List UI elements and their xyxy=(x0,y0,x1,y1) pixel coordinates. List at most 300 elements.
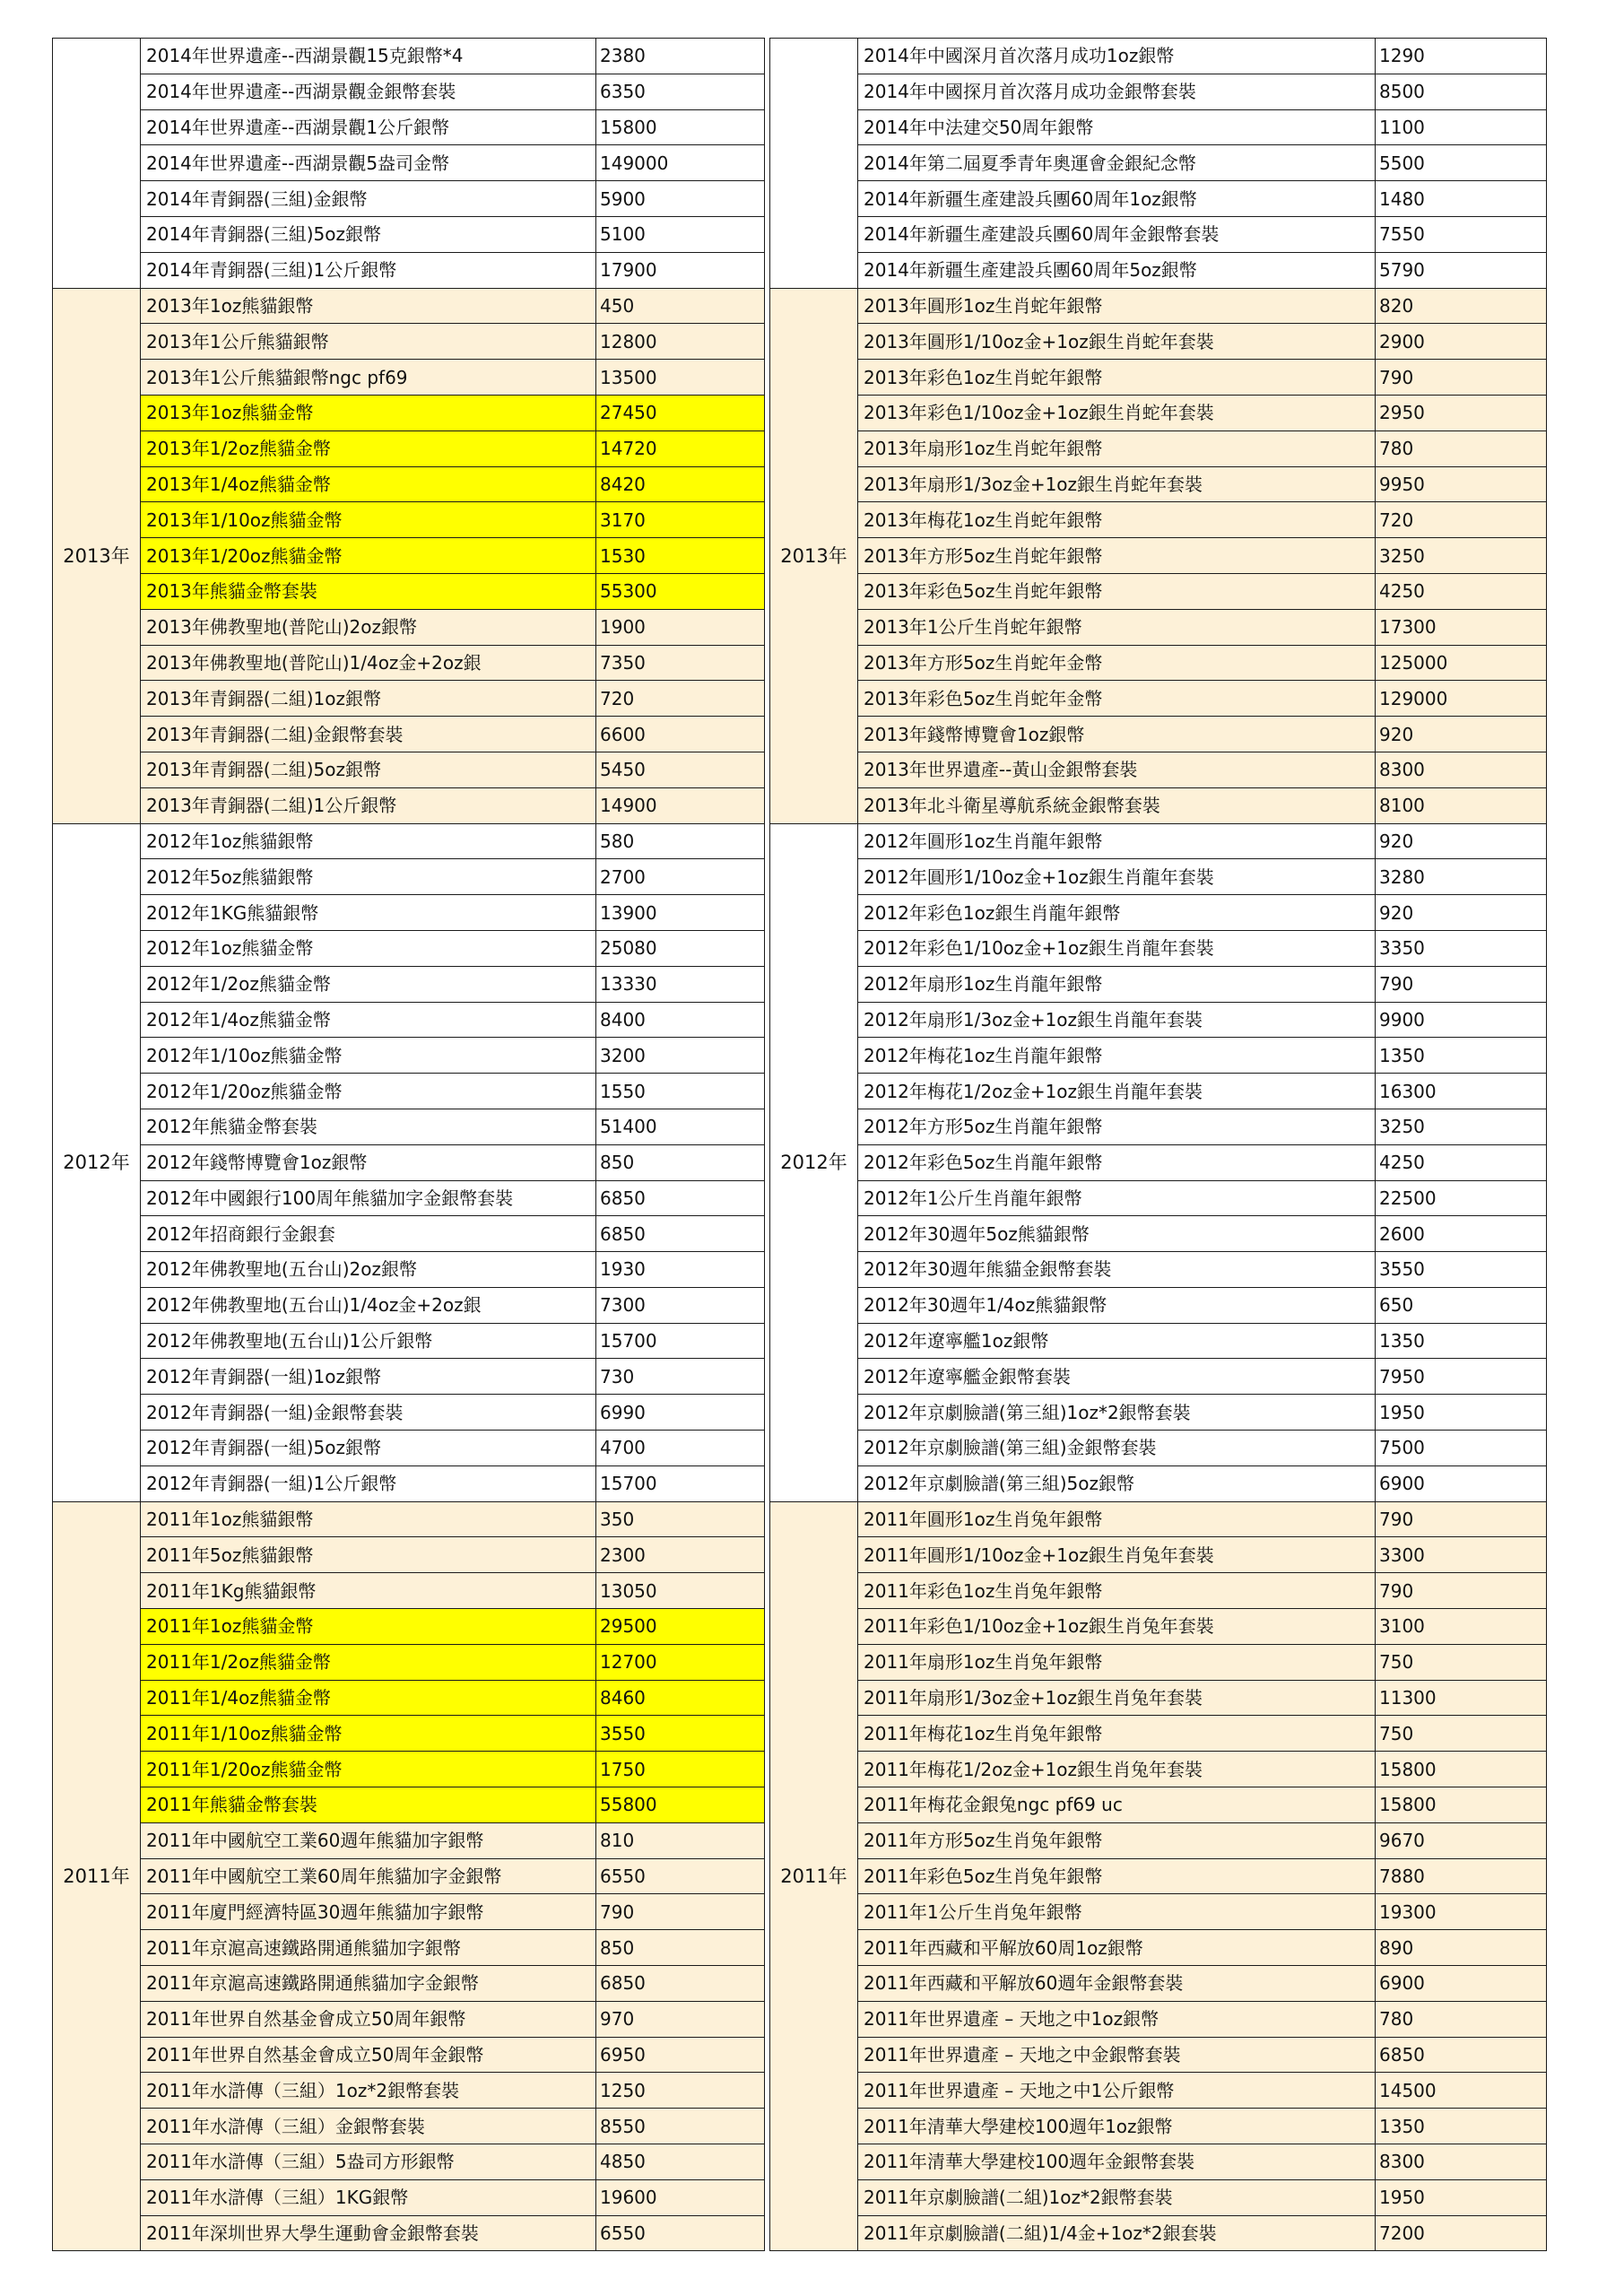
table-row xyxy=(770,895,1547,931)
coin-price-cell: 1930 xyxy=(596,1252,765,1288)
coin-name-cell: 2011年世界遺產 – 天地之中金銀幣套裝 xyxy=(858,2037,1376,2073)
coin-name-cell: 2011年中國航空工業60週年熊貓加字銀幣 xyxy=(141,1822,596,1858)
coin-price-cell: 7550 xyxy=(1376,216,1547,252)
coin-name-cell: 2011年水滸傳（三組）5盎司方形銀幣 xyxy=(141,2144,596,2180)
coin-price-cell: 25080 xyxy=(596,930,765,966)
coin-name-cell: 2011年1/10oz熊貓金幣 xyxy=(141,1716,596,1752)
coin-price-cell: 1350 xyxy=(1376,1323,1547,1359)
coin-name-cell: 2011年圓形1/10oz金+1oz銀生肖兔年套裝 xyxy=(858,1537,1376,1573)
table-row xyxy=(770,645,1547,681)
coin-price-cell: 6850 xyxy=(596,1180,765,1216)
coin-name-cell: 2014年青銅器(三組)金銀幣 xyxy=(141,181,596,217)
table-row xyxy=(53,252,765,288)
table-row xyxy=(770,1252,1547,1288)
coin-price-cell: 17900 xyxy=(596,252,765,288)
table-row xyxy=(770,1894,1547,1930)
coin-price-cell: 12800 xyxy=(596,324,765,360)
coin-name-cell: 2012年彩色1oz銀生肖龍年銀幣 xyxy=(858,895,1376,931)
table-row xyxy=(770,1359,1547,1395)
coin-name-cell: 2011年京劇臉譜(二組)1oz*2銀幣套裝 xyxy=(858,2179,1376,2215)
coin-name-cell: 2013年彩色1oz生肖蛇年銀幣 xyxy=(858,360,1376,396)
coin-name-cell: 2012年京劇臉譜(第三組)1oz*2銀幣套裝 xyxy=(858,1395,1376,1431)
coin-name-cell: 2014年世界遺產--西湖景觀15克銀幣*4 xyxy=(141,39,596,74)
coin-price-cell: 6850 xyxy=(596,1966,765,2002)
coin-price-cell: 850 xyxy=(596,1144,765,1180)
coin-name-cell: 2011年梅花金銀兔ngc pf69 uc xyxy=(858,1787,1376,1823)
coin-price-cell: 15800 xyxy=(1376,1752,1547,1787)
coin-name-cell: 2012年扇形1/3oz金+1oz銀生肖龍年套裝 xyxy=(858,1002,1376,1038)
coin-price-cell: 6350 xyxy=(596,74,765,109)
coin-price-cell: 16300 xyxy=(1376,1074,1547,1109)
coin-name-cell: 2012年青銅器(一組)5oz銀幣 xyxy=(141,1431,596,1466)
coin-name-cell: 2013年1/20oz熊貓金幣 xyxy=(141,538,596,574)
coin-price-cell: 3250 xyxy=(1376,1109,1547,1144)
coin-name-cell: 2013年1公斤熊貓銀幣 xyxy=(141,324,596,360)
coin-name-cell: 2013年北斗衛星導航系統金銀幣套裝 xyxy=(858,787,1376,823)
coin-price-cell: 890 xyxy=(1376,1930,1547,1966)
table-row xyxy=(53,2179,765,2215)
table-row xyxy=(770,966,1547,1002)
coin-name-cell: 2012年30週年1/4oz熊貓銀幣 xyxy=(858,1287,1376,1323)
coin-price-cell: 970 xyxy=(596,2001,765,2037)
coin-name-cell: 2011年1oz熊貓銀幣 xyxy=(141,1501,596,1537)
coin-price-cell: 55800 xyxy=(596,1787,765,1823)
coin-price-cell: 14900 xyxy=(596,787,765,823)
coin-price-cell: 750 xyxy=(1376,1644,1547,1680)
table-row xyxy=(53,2215,765,2251)
table-row xyxy=(53,216,765,252)
coin-price-cell: 1950 xyxy=(1376,2179,1547,2215)
table-row xyxy=(770,787,1547,823)
coin-price-cell: 5900 xyxy=(596,181,765,217)
coin-price-cell: 7200 xyxy=(1376,2215,1547,2251)
coin-price-cell: 6600 xyxy=(596,717,765,752)
table-row xyxy=(770,360,1547,396)
coin-price-cell: 920 xyxy=(1376,895,1547,931)
table-row xyxy=(770,1966,1547,2002)
year-group-label xyxy=(770,39,858,289)
coin-price-cell: 6550 xyxy=(596,2215,765,2251)
coin-name-cell: 2012年佛教聖地(五台山)1公斤銀幣 xyxy=(141,1323,596,1359)
table-row xyxy=(770,109,1547,145)
coin-price-cell: 7300 xyxy=(596,1287,765,1323)
coin-name-cell: 2011年世界自然基金會成立50周年銀幣 xyxy=(141,2001,596,2037)
coin-price-cell: 2950 xyxy=(1376,395,1547,430)
coin-name-cell: 2013年青銅器(二組)金銀幣套裝 xyxy=(141,717,596,752)
coin-price-cell: 125000 xyxy=(1376,645,1547,681)
coin-name-cell: 2011年世界遺產 – 天地之中1oz銀幣 xyxy=(858,2001,1376,2037)
coin-price-cell: 6850 xyxy=(596,1216,765,1252)
coin-name-cell: 2013年1oz熊貓金幣 xyxy=(141,395,596,430)
table-row xyxy=(770,216,1547,252)
table-row xyxy=(53,74,765,109)
table-row xyxy=(53,1323,765,1359)
table-row xyxy=(53,1752,765,1787)
coin-price-cell: 4250 xyxy=(1376,1144,1547,1180)
coin-price-cell: 790 xyxy=(1376,1501,1547,1537)
coin-price-cell: 5500 xyxy=(1376,145,1547,181)
table-row xyxy=(53,1144,765,1180)
coin-name-cell: 2012年佛教聖地(五台山)1/4oz金+2oz銀 xyxy=(141,1287,596,1323)
table-row xyxy=(53,1038,765,1074)
year-group-label: 2011年 xyxy=(770,1501,858,2251)
coin-price-cell: 8460 xyxy=(596,1680,765,1716)
coin-price-cell: 4700 xyxy=(596,1431,765,1466)
table-row xyxy=(770,1858,1547,1894)
coin-price-cell: 12700 xyxy=(596,1644,765,1680)
coin-price-cell: 2380 xyxy=(596,39,765,74)
coin-name-cell: 2014年青銅器(三組)5oz銀幣 xyxy=(141,216,596,252)
coin-price-cell: 13900 xyxy=(596,895,765,931)
coin-price-cell: 450 xyxy=(596,288,765,324)
coin-price-cell: 750 xyxy=(1376,1716,1547,1752)
table-row xyxy=(770,1644,1547,1680)
coin-price-cell: 15800 xyxy=(596,109,765,145)
year-group-label: 2011年 xyxy=(53,1501,141,2251)
coin-name-cell: 2011年扇形1oz生肖兔年銀幣 xyxy=(858,1644,1376,1680)
coin-name-cell: 2011年京滬高速鐵路開通熊貓加字金銀幣 xyxy=(141,1966,596,2002)
table-row xyxy=(770,502,1547,538)
coin-name-cell: 2012年1oz熊貓金幣 xyxy=(141,930,596,966)
coin-name-cell: 2012年1/2oz熊貓金幣 xyxy=(141,966,596,1002)
coin-price-cell: 15800 xyxy=(1376,1787,1547,1823)
table-row xyxy=(770,1323,1547,1359)
coin-name-cell: 2012年梅花1/2oz金+1oz銀生肖龍年套裝 xyxy=(858,1074,1376,1109)
table-row xyxy=(53,1858,765,1894)
coin-name-cell: 2013年青銅器(二組)1公斤銀幣 xyxy=(141,787,596,823)
coin-price-cell: 3300 xyxy=(1376,1537,1547,1573)
table-row xyxy=(770,1501,1547,1537)
coin-price-cell: 8400 xyxy=(596,1002,765,1038)
table-row xyxy=(770,930,1547,966)
table-row xyxy=(770,2215,1547,2251)
coin-name-cell: 2012年1oz熊貓銀幣 xyxy=(141,823,596,859)
coin-name-cell: 2013年方形5oz生肖蛇年金幣 xyxy=(858,645,1376,681)
table-row xyxy=(770,181,1547,217)
coin-name-cell: 2013年熊貓金幣套裝 xyxy=(141,573,596,609)
table-row xyxy=(53,181,765,217)
coin-price-cell: 6990 xyxy=(596,1395,765,1431)
table-row xyxy=(53,573,765,609)
coin-price-cell: 1950 xyxy=(1376,1395,1547,1431)
coin-price-cell: 3250 xyxy=(1376,538,1547,574)
coin-price-cell: 14720 xyxy=(596,430,765,466)
coin-name-cell: 2012年梅花1oz生肖龍年銀幣 xyxy=(858,1038,1376,1074)
table-row xyxy=(770,1074,1547,1109)
table-row xyxy=(770,74,1547,109)
coin-price-cell: 3200 xyxy=(596,1038,765,1074)
coin-name-cell: 2012年遼寧艦1oz銀幣 xyxy=(858,1323,1376,1359)
coin-price-cell: 1100 xyxy=(1376,109,1547,145)
table-row xyxy=(770,2144,1547,2180)
table-row xyxy=(53,1287,765,1323)
table-row xyxy=(53,324,765,360)
table-row xyxy=(53,430,765,466)
coin-price-cell: 1530 xyxy=(596,538,765,574)
coin-name-cell: 2011年1Kg熊貓銀幣 xyxy=(141,1573,596,1609)
table-row xyxy=(770,252,1547,288)
table-row xyxy=(53,966,765,1002)
coin-price-cell: 13050 xyxy=(596,1573,765,1609)
table-row xyxy=(770,324,1547,360)
coin-name-cell: 2012年熊貓金幣套裝 xyxy=(141,1109,596,1144)
year-group-label xyxy=(53,39,141,289)
coin-name-cell: 2012年1/20oz熊貓金幣 xyxy=(141,1074,596,1109)
table-row xyxy=(770,681,1547,717)
coin-price-cell: 7500 xyxy=(1376,1431,1547,1466)
coin-name-cell: 2012年1/4oz熊貓金幣 xyxy=(141,1002,596,1038)
coin-price-cell: 2600 xyxy=(1376,1216,1547,1252)
table-row xyxy=(770,1216,1547,1252)
table-row xyxy=(53,2037,765,2073)
coin-price-cell: 4250 xyxy=(1376,573,1547,609)
table-row xyxy=(53,717,765,752)
coin-price-cell: 790 xyxy=(596,1894,765,1930)
coin-name-cell: 2012年彩色5oz生肖龍年銀幣 xyxy=(858,1144,1376,1180)
table-row xyxy=(53,2073,765,2109)
coin-price-cell: 3170 xyxy=(596,502,765,538)
table-row xyxy=(770,859,1547,895)
table-row xyxy=(770,1465,1547,1501)
coin-name-cell: 2013年圓形1/10oz金+1oz銀生肖蛇年套裝 xyxy=(858,324,1376,360)
coin-name-cell: 2012年青銅器(一組)1公斤銀幣 xyxy=(141,1465,596,1501)
coin-price-cell: 780 xyxy=(1376,2001,1547,2037)
table-row xyxy=(53,787,765,823)
table-row xyxy=(53,645,765,681)
coin-price-cell: 7880 xyxy=(1376,1858,1547,1894)
coin-name-cell: 2014年中國探月首次落月成功金銀幣套裝 xyxy=(858,74,1376,109)
coin-name-cell: 2011年扇形1/3oz金+1oz銀生肖兔年套裝 xyxy=(858,1680,1376,1716)
coin-name-cell: 2014年新疆生產建設兵團60周年5oz銀幣 xyxy=(858,252,1376,288)
coin-name-cell: 2011年京劇臉譜(二組)1/4金+1oz*2銀套裝 xyxy=(858,2215,1376,2251)
table-row xyxy=(770,717,1547,752)
coin-name-cell: 2011年清華大學建校100週年1oz銀幣 xyxy=(858,2109,1376,2144)
table-row xyxy=(53,609,765,645)
coin-price-cell: 7350 xyxy=(596,645,765,681)
coin-name-cell: 2011年京滬高速鐵路開通熊貓加字銀幣 xyxy=(141,1930,596,1966)
table-row xyxy=(53,1644,765,1680)
coin-name-cell: 2011年水滸傳（三組）金銀幣套裝 xyxy=(141,2109,596,2144)
table-row xyxy=(53,681,765,717)
table-row xyxy=(770,2037,1547,2073)
table-row xyxy=(53,1216,765,1252)
coin-price-cell: 19600 xyxy=(596,2179,765,2215)
table-row xyxy=(53,1787,765,1823)
table-row xyxy=(770,1822,1547,1858)
table-row xyxy=(770,2073,1547,2109)
coin-price-cell: 780 xyxy=(1376,430,1547,466)
table-row xyxy=(770,1752,1547,1787)
table-row xyxy=(770,145,1547,181)
coin-name-cell: 2012年圓形1/10oz金+1oz銀生肖龍年套裝 xyxy=(858,859,1376,895)
table-row xyxy=(53,1822,765,1858)
table-row xyxy=(53,1930,765,1966)
table-row xyxy=(770,288,1547,324)
coin-price-cell: 8100 xyxy=(1376,787,1547,823)
coin-name-cell: 2011年1公斤生肖兔年銀幣 xyxy=(858,1894,1376,1930)
coin-price-cell: 580 xyxy=(596,823,765,859)
coin-name-cell: 2013年1oz熊貓銀幣 xyxy=(141,288,596,324)
coin-price-cell: 6900 xyxy=(1376,1465,1547,1501)
coin-name-cell: 2011年深圳世界大學生運動會金銀幣套裝 xyxy=(141,2215,596,2251)
coin-name-cell: 2011年1/2oz熊貓金幣 xyxy=(141,1644,596,1680)
table-row xyxy=(53,1395,765,1431)
coin-price-cell: 9950 xyxy=(1376,466,1547,502)
coin-name-cell: 2013年1/2oz熊貓金幣 xyxy=(141,430,596,466)
table-row xyxy=(770,2179,1547,2215)
coin-name-cell: 2011年水滸傳（三組）1oz*2銀幣套裝 xyxy=(141,2073,596,2109)
coin-name-cell: 2012年圓形1oz生肖龍年銀幣 xyxy=(858,823,1376,859)
coin-price-cell: 1250 xyxy=(596,2073,765,2109)
coin-price-cell: 8420 xyxy=(596,466,765,502)
table-row xyxy=(53,2109,765,2144)
coin-price-cell: 8300 xyxy=(1376,2144,1547,2180)
table-row xyxy=(53,1359,765,1395)
table-row xyxy=(53,502,765,538)
coin-name-cell: 2012年5oz熊貓銀幣 xyxy=(141,859,596,895)
year-group-label: 2013年 xyxy=(770,288,858,823)
coin-name-cell: 2013年佛教聖地(普陀山)1/4oz金+2oz銀 xyxy=(141,645,596,681)
table-row xyxy=(53,1465,765,1501)
coin-price-cell: 15700 xyxy=(596,1465,765,1501)
coin-name-cell: 2013年方形5oz生肖蛇年銀幣 xyxy=(858,538,1376,574)
coin-price-cell: 17300 xyxy=(1376,609,1547,645)
coin-price-cell: 850 xyxy=(596,1930,765,1966)
table-row xyxy=(770,1002,1547,1038)
table-row xyxy=(53,1252,765,1288)
coin-name-cell: 2011年西藏和平解放60周1oz銀幣 xyxy=(858,1930,1376,1966)
coin-price-cell: 790 xyxy=(1376,1573,1547,1609)
coin-name-cell: 2013年彩色1/10oz金+1oz銀生肖蛇年套裝 xyxy=(858,395,1376,430)
table-row xyxy=(770,39,1547,74)
coin-name-cell: 2012年彩色1/10oz金+1oz銀生肖龍年套裝 xyxy=(858,930,1376,966)
year-group-label: 2012年 xyxy=(770,823,858,1501)
coin-price-cell: 350 xyxy=(596,1501,765,1537)
coin-name-cell: 2012年30週年熊貓金銀幣套裝 xyxy=(858,1252,1376,1288)
coin-name-cell: 2013年彩色5oz生肖蛇年金幣 xyxy=(858,681,1376,717)
coin-price-cell: 7950 xyxy=(1376,1359,1547,1395)
coin-price-cell: 1350 xyxy=(1376,2109,1547,2144)
coin-name-cell: 2012年30週年5oz熊貓銀幣 xyxy=(858,1216,1376,1252)
coin-name-cell: 2012年遼寧艦金銀幣套裝 xyxy=(858,1359,1376,1395)
coin-name-cell: 2012年1KG熊貓銀幣 xyxy=(141,895,596,931)
coin-name-cell: 2012年中國銀行100周年熊貓加字金銀幣套裝 xyxy=(141,1180,596,1216)
coin-price-cell: 3100 xyxy=(1376,1609,1547,1645)
table-row xyxy=(770,1144,1547,1180)
coin-name-cell: 2011年中國航空工業60周年熊貓加字金銀幣 xyxy=(141,1858,596,1894)
coin-name-cell: 2013年1公斤熊貓銀幣ngc pf69 xyxy=(141,360,596,396)
coin-name-cell: 2014年青銅器(三組)1公斤銀幣 xyxy=(141,252,596,288)
coin-price-cell: 15700 xyxy=(596,1323,765,1359)
coin-name-cell: 2011年1oz熊貓金幣 xyxy=(141,1609,596,1645)
coin-name-cell: 2014年世界遺產--西湖景觀1公斤銀幣 xyxy=(141,109,596,145)
coin-price-cell: 129000 xyxy=(1376,681,1547,717)
table-row xyxy=(53,1501,765,1537)
coin-name-cell: 2014年世界遺產--西湖景觀金銀幣套裝 xyxy=(141,74,596,109)
coin-price-cell: 8550 xyxy=(596,2109,765,2144)
coin-price-cell: 13330 xyxy=(596,966,765,1002)
table-row xyxy=(53,823,765,859)
coin-price-cell: 51400 xyxy=(596,1109,765,1144)
coin-price-cell: 9900 xyxy=(1376,1002,1547,1038)
coin-price-cell: 8500 xyxy=(1376,74,1547,109)
coin-name-cell: 2013年圓形1oz生肖蛇年銀幣 xyxy=(858,288,1376,324)
coin-name-cell: 2011年西藏和平解放60週年金銀幣套裝 xyxy=(858,1966,1376,2002)
table-row xyxy=(53,360,765,396)
coin-name-cell: 2012年青銅器(一組)金銀幣套裝 xyxy=(141,1395,596,1431)
table-row xyxy=(770,752,1547,787)
coin-price-cell: 720 xyxy=(596,681,765,717)
coin-name-cell: 2011年梅花1/2oz金+1oz銀生肖兔年套裝 xyxy=(858,1752,1376,1787)
table-row xyxy=(53,538,765,574)
coin-price-cell: 2300 xyxy=(596,1537,765,1573)
coin-name-cell: 2011年1/4oz熊貓金幣 xyxy=(141,1680,596,1716)
coin-price-cell: 2700 xyxy=(596,859,765,895)
coin-name-cell: 2014年第二屆夏季青年奧運會金銀紀念幣 xyxy=(858,145,1376,181)
table-row xyxy=(770,609,1547,645)
coin-name-cell: 2011年1/20oz熊貓金幣 xyxy=(141,1752,596,1787)
table-row xyxy=(53,109,765,145)
table-row xyxy=(53,1609,765,1645)
table-row xyxy=(770,466,1547,502)
table-row xyxy=(53,2144,765,2180)
coin-name-cell: 2011年清華大學建校100週年金銀幣套裝 xyxy=(858,2144,1376,2180)
coin-price-cell: 27450 xyxy=(596,395,765,430)
coin-name-cell: 2011年世界自然基金會成立50周年金銀幣 xyxy=(141,2037,596,2073)
coin-price-cell: 3350 xyxy=(1376,930,1547,966)
coin-price-cell: 14500 xyxy=(1376,2073,1547,2109)
table-row xyxy=(53,752,765,787)
coin-price-cell: 3550 xyxy=(596,1716,765,1752)
coin-name-cell: 2014年中法建交50周年銀幣 xyxy=(858,109,1376,145)
coin-name-cell: 2011年廈門經濟特區30週年熊貓加字銀幣 xyxy=(141,1894,596,1930)
coin-name-cell: 2013年錢幣博覽會1oz銀幣 xyxy=(858,717,1376,752)
table-row xyxy=(53,39,765,74)
table-row xyxy=(53,859,765,895)
table-row xyxy=(53,395,765,430)
table-row xyxy=(770,538,1547,574)
table-row xyxy=(770,395,1547,430)
coin-name-cell: 2012年佛教聖地(五台山)2oz銀幣 xyxy=(141,1252,596,1288)
coin-name-cell: 2013年青銅器(二組)1oz銀幣 xyxy=(141,681,596,717)
coin-price-cell: 149000 xyxy=(596,145,765,181)
table-row xyxy=(53,895,765,931)
coin-name-cell: 2012年1公斤生肖龍年銀幣 xyxy=(858,1180,1376,1216)
coin-price-cell: 1550 xyxy=(596,1074,765,1109)
table-row xyxy=(53,1074,765,1109)
table-row xyxy=(53,1573,765,1609)
table-row xyxy=(53,1716,765,1752)
coin-name-cell: 2012年京劇臉譜(第三組)5oz銀幣 xyxy=(858,1465,1376,1501)
coin-name-cell: 2011年彩色5oz生肖兔年銀幣 xyxy=(858,1858,1376,1894)
coin-name-cell: 2011年熊貓金幣套裝 xyxy=(141,1787,596,1823)
year-group-label: 2013年 xyxy=(53,288,141,823)
table-row xyxy=(53,2001,765,2037)
coin-price-cell: 6850 xyxy=(1376,2037,1547,2073)
table-row xyxy=(53,1180,765,1216)
coin-name-cell: 2014年中國深月首次落月成功1oz銀幣 xyxy=(858,39,1376,74)
coin-price-cell: 790 xyxy=(1376,966,1547,1002)
coin-name-cell: 2013年世界遺產--黃山金銀幣套裝 xyxy=(858,752,1376,787)
coin-price-cell: 1480 xyxy=(1376,181,1547,217)
coin-name-cell: 2011年彩色1oz生肖兔年銀幣 xyxy=(858,1573,1376,1609)
coin-price-cell: 820 xyxy=(1376,288,1547,324)
coin-name-cell: 2013年梅花1oz生肖蛇年銀幣 xyxy=(858,502,1376,538)
coin-price-cell: 1750 xyxy=(596,1752,765,1787)
coin-price-cell: 8300 xyxy=(1376,752,1547,787)
coin-price-cell: 22500 xyxy=(1376,1180,1547,1216)
coin-price-cell: 6900 xyxy=(1376,1966,1547,2002)
